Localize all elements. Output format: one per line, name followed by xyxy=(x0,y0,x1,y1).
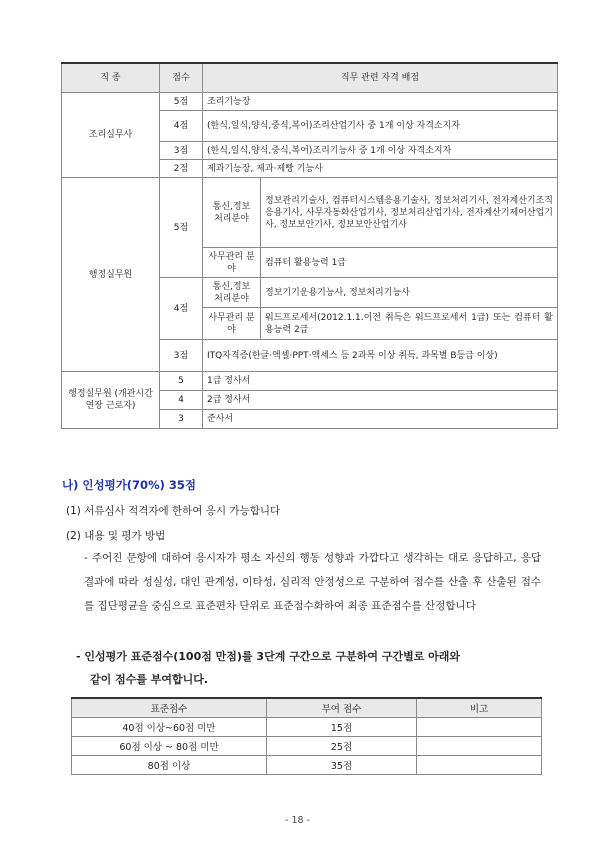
field-cell: 사무관리 분야 xyxy=(203,248,261,278)
section-title: 나) 인성평가(70%) 35점 xyxy=(62,478,196,492)
desc-cell: 조리기능장 xyxy=(203,93,558,111)
note-cell xyxy=(417,756,542,775)
score-cell: 25점 xyxy=(267,737,417,756)
table-row xyxy=(62,178,558,248)
desc-cell: 정보관리기술사, 컴퓨터시스템응용기술사, 정보처리기사, 전자계산기조직응용기사, 사무자동화산업기사, 정보처리산업기사, 전자계산기제어산업기사, 정보보안기사, 정보보안산업기사 xyxy=(261,178,558,248)
table-row xyxy=(72,718,542,737)
personality-score-table xyxy=(71,697,542,775)
emphasis-line-1: - 인성평가 표준점수(100점 만점)를 3단계 구간으로 구분하여 구간별로 아래와 xyxy=(76,650,461,663)
job-cell-admin: 행정실무원 xyxy=(62,178,160,372)
score-cell: 35점 xyxy=(267,756,417,775)
score-cell: 3점 xyxy=(160,340,203,372)
table-row xyxy=(72,756,542,775)
score-cell: 5점 xyxy=(160,178,203,278)
method-paragraph: - 주어진 문항에 대하여 응시자가 평소 자신의 행동 성향과 가깝다고 생각하는 대로 응답하고, 응답 결과에 따라 성실성, 대인 관계성, 이타성, 심리적 안정성으로 구분하여 점수를 산출 후 산출된 점수를 집단평균을 중심으로 표준편차 단위로 표준점수화하여 최종 표준점수를 산정합니다 xyxy=(84,552,541,612)
table-header-row xyxy=(72,698,542,718)
table-row xyxy=(62,372,558,391)
table-row xyxy=(72,737,542,756)
desc-cell: 정보기기운용기능사, 정보처리기능사 xyxy=(261,278,558,308)
range-cell: 60점 이상 ~ 80점 미만 xyxy=(72,737,267,756)
desc-cell: 1급 정사서 xyxy=(203,372,558,391)
desc-cell: ITQ자격증(한글·엑셀·PPT·액세스 등 2과목 이상 취득, 과목별 B등급 이상) xyxy=(203,340,558,372)
header-standard-score: 표준점수 xyxy=(72,698,267,718)
score-cell: 4점 xyxy=(160,111,203,142)
header-job: 직 종 xyxy=(62,63,160,93)
item-2: (2) 내용 및 평가 방법 xyxy=(66,530,166,542)
score-cell: 2점 xyxy=(160,160,203,178)
table-row xyxy=(62,93,558,111)
job-cell-admin-ext: 행정실무원 (개관시간연장 근로자) xyxy=(62,372,160,429)
desc-cell: 준사서 xyxy=(203,410,558,429)
desc-cell: 2급 정사서 xyxy=(203,391,558,410)
range-cell: 80점 이상 xyxy=(72,756,267,775)
table-header-row xyxy=(62,63,558,93)
note-cell xyxy=(417,718,542,737)
qualification-score-table xyxy=(61,62,558,429)
page-number: - 18 - xyxy=(285,815,310,826)
header-qualification: 직무 관련 자격 배점 xyxy=(203,63,558,93)
header-score: 점수 xyxy=(160,63,203,93)
score-cell: 3 xyxy=(160,410,203,429)
field-cell: 통신,정보 처리분야 xyxy=(203,178,261,248)
emphasis-line-2: 같이 점수를 부여합니다. xyxy=(90,673,209,686)
desc-cell: 워드프로세서(2012.1.1.이전 취득은 워드프로세서 1급) 또는 컴퓨터 활용능력 2급 xyxy=(261,308,558,340)
score-cell: 4 xyxy=(160,391,203,410)
field-cell: 사무관리 분야 xyxy=(203,308,261,340)
range-cell: 40점 이상~60점 미만 xyxy=(72,718,267,737)
note-cell xyxy=(417,737,542,756)
score-cell: 4점 xyxy=(160,278,203,340)
desc-cell: (한식,일식,양식,중식,복어)조리산업기사 중 1개 이상 자격소지자 xyxy=(203,111,558,142)
score-cell: 3점 xyxy=(160,142,203,160)
item-1: (1) 서류심사 적격자에 한하여 응시 가능합니다 xyxy=(66,505,281,517)
score-cell: 5점 xyxy=(160,93,203,111)
desc-cell: (한식,일식,양식,중식,복어)조리기능사 중 1개 이상 자격소지자 xyxy=(203,142,558,160)
score-cell: 5 xyxy=(160,372,203,391)
header-assigned-score: 부여 점수 xyxy=(267,698,417,718)
job-cell-cook: 조리실무사 xyxy=(62,93,160,178)
score-cell: 15점 xyxy=(267,718,417,737)
header-note: 비고 xyxy=(417,698,542,718)
field-cell: 통신,정보 처리분야 xyxy=(203,278,261,308)
desc-cell: 제과기능장, 제과·제빵 기능사 xyxy=(203,160,558,178)
desc-cell: 컴퓨터 활용능력 1급 xyxy=(261,248,558,278)
